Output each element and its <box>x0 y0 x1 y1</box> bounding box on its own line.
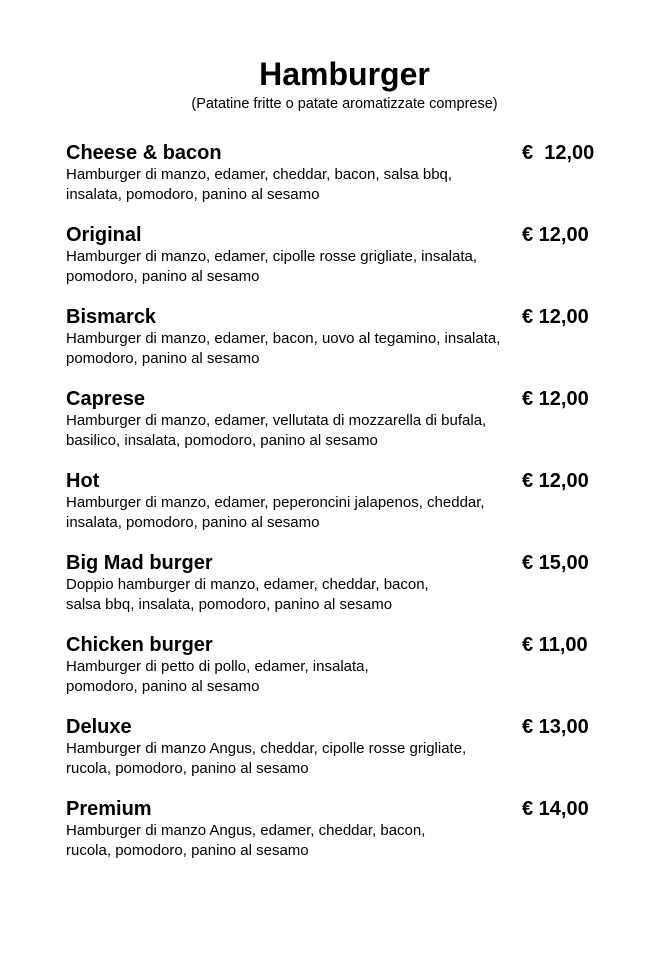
menu-item-header <box>66 796 600 822</box>
page-title: Hamburger <box>259 56 430 92</box>
menu-item-price: € 12,00 <box>522 470 589 492</box>
menu-item-price: € 12,00 <box>522 388 589 410</box>
menu-item-header <box>66 550 600 576</box>
menu-item-price: € 14,00 <box>522 798 589 820</box>
menu-item-name: Premium <box>66 798 152 820</box>
menu-item-description <box>66 247 546 287</box>
menu-item <box>66 386 600 468</box>
menu-item-price: € 12,00 <box>522 224 589 246</box>
menu-item-description-line: Doppio hamburger di manzo, edamer, cheddar, bacon, <box>66 576 429 593</box>
menu-item-name: Bismarck <box>66 306 157 328</box>
menu-item-price: € 15,00 <box>522 552 589 574</box>
menu-item-name: Caprese <box>66 388 145 410</box>
menu-item-description <box>66 739 546 779</box>
menu-item-description-line: Hamburger di manzo, edamer, cheddar, bacon, salsa bbq, <box>66 166 453 183</box>
menu-item-name: Big Mad burger <box>66 552 213 574</box>
menu-item-description-line: rucola, pomodoro, panino al sesamo <box>66 760 309 777</box>
menu-item-description-line: insalata, pomodoro, panino al sesamo <box>66 514 320 531</box>
menu-item-name: Cheese & bacon <box>66 142 222 164</box>
menu-item-description <box>66 657 546 697</box>
menu-item-name: Deluxe <box>66 716 132 738</box>
menu-item-description-line: Hamburger di manzo, edamer, cipolle rosse grigliate, insalata, <box>66 248 478 265</box>
menu-item-description-line: salsa bbq, insalata, pomodoro, panino al sesamo <box>66 596 393 613</box>
menu-item-description <box>66 821 546 861</box>
menu-item-header <box>66 468 600 494</box>
menu-item-description-line: insalata, pomodoro, panino al sesamo <box>66 186 320 203</box>
menu-item-price: € 13,00 <box>522 716 589 738</box>
menu-item-header <box>66 386 600 412</box>
menu-item-description-line: rucola, pomodoro, panino al sesamo <box>66 842 309 859</box>
menu-item-description-line: Hamburger di petto di pollo, edamer, insalata, <box>66 658 369 675</box>
menu-item-description-line: Hamburger di manzo Angus, cheddar, cipolle rosse grigliate, <box>66 740 467 757</box>
menu-item-header <box>66 304 600 330</box>
menu-item <box>66 222 600 304</box>
page-subtitle: (Patatine fritte o patate aromatizzate comprese) <box>191 96 498 112</box>
menu-item-description-line: Hamburger di manzo Angus, edamer, cheddar, bacon, <box>66 822 426 839</box>
menu-item-name: Hot <box>66 470 100 492</box>
menu-item-price: € 12,00 <box>522 306 589 328</box>
menu-item-header <box>66 140 600 166</box>
menu-item-description-line: Hamburger di manzo, edamer, bacon, uovo al tegamino, insalata, <box>66 330 501 347</box>
menu-item-description-line: basilico, insalata, pomodoro, panino al sesamo <box>66 432 378 449</box>
menu-item-description <box>66 493 546 533</box>
menu-item-name: Original <box>66 224 142 246</box>
menu-item-name: Chicken burger <box>66 634 213 656</box>
menu-item <box>66 714 600 796</box>
menu-header <box>0 55 649 113</box>
menu-list <box>66 140 600 878</box>
menu-item-description <box>66 165 546 205</box>
menu-item <box>66 468 600 550</box>
menu-item-description-line: pomodoro, panino al sesamo <box>66 678 260 695</box>
menu-item-header <box>66 714 600 740</box>
menu-item <box>66 632 600 714</box>
menu-item <box>66 140 600 222</box>
menu-item-price: € 12,00 <box>522 142 595 164</box>
menu-item-description-line: Hamburger di manzo, edamer, vellutata di mozzarella di bufala, <box>66 412 487 429</box>
menu-item <box>66 796 600 878</box>
menu-item-description <box>66 411 546 451</box>
menu-item-description <box>66 575 546 615</box>
menu-item-description-line: pomodoro, panino al sesamo <box>66 268 260 285</box>
menu-item <box>66 304 600 386</box>
menu-item-header <box>66 632 600 658</box>
menu-item-header <box>66 222 600 248</box>
menu-item-description <box>66 329 546 369</box>
menu-item-price: € 11,00 <box>522 634 588 656</box>
menu-item-description-line: pomodoro, panino al sesamo <box>66 350 260 367</box>
menu-item <box>66 550 600 632</box>
menu-item-description-line: Hamburger di manzo, edamer, peperoncini jalapenos, cheddar, <box>66 494 485 511</box>
